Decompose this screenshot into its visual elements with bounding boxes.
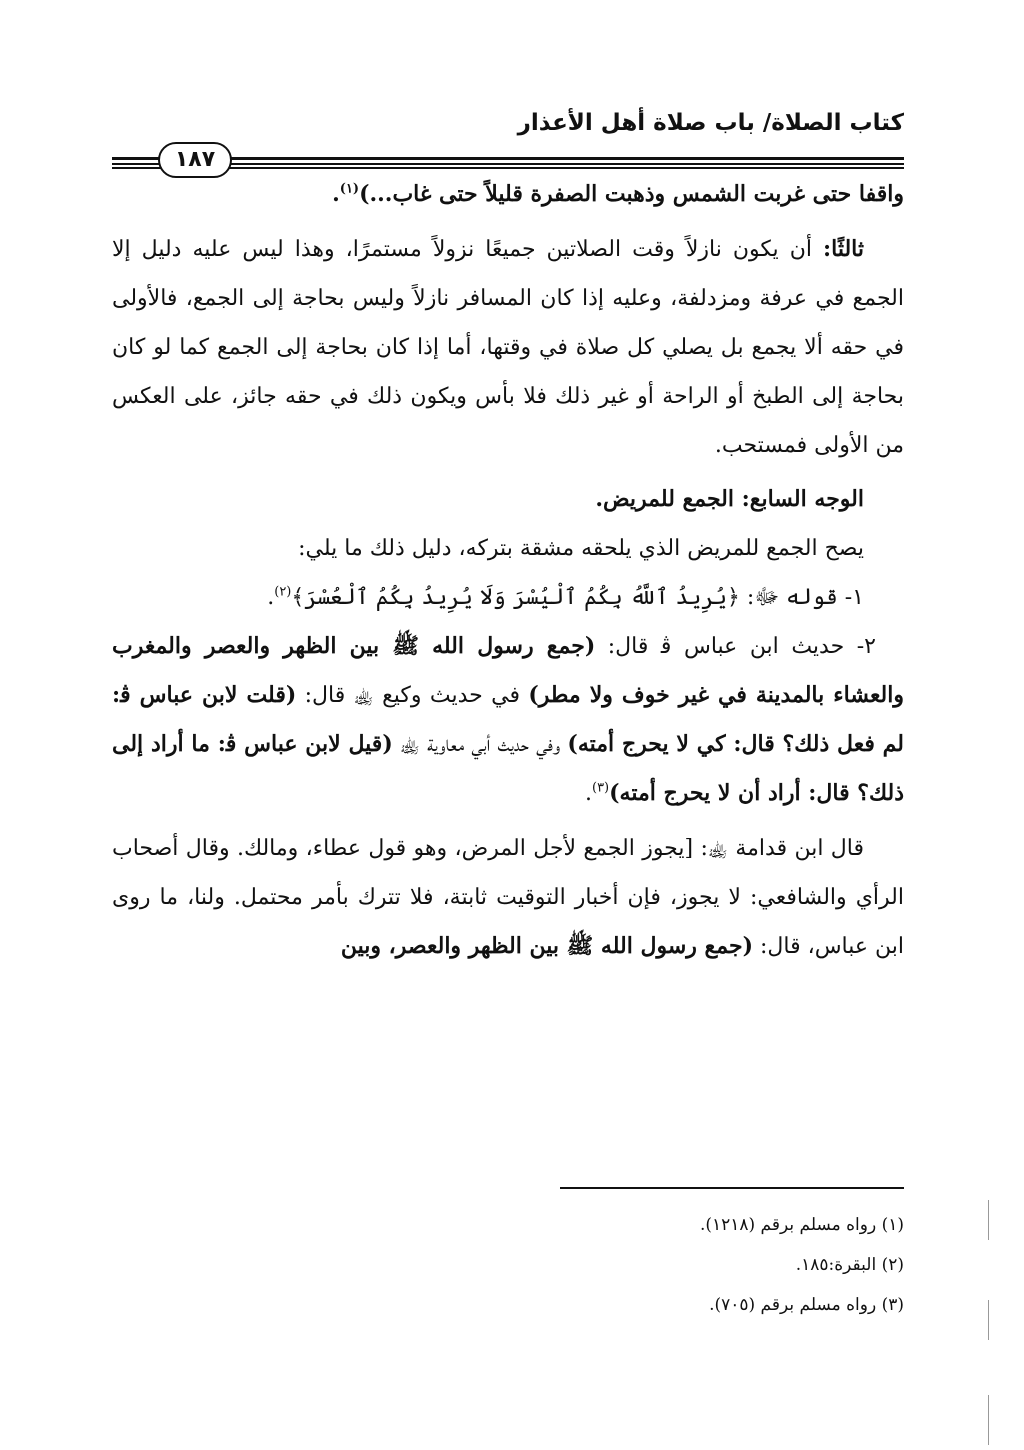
paragraph-verse: ١- قوله ﷻ: ﴿يُرِيدُ ٱللَّهُ بِكُمُ ٱلْيُسْرَ وَلَا يُرِيدُ بِكُمُ ٱلْعُسْرَ﴾$^{(٢)}$. (267, 584, 864, 610)
footnote-ref-1: (١) (339, 181, 360, 197)
paragraph-sick: يصح الجمع للمريض الذي يلحقه مشقة بتركه، دليل ذلك ما يلي: (298, 536, 864, 561)
scan-mark (988, 1395, 989, 1445)
paragraph-hadith: ٢- حديث ابن عباس ﭬ قال: (جمع رسول الله ﷺ بين الظهر والعصر والمغرب والعشاء بالمدينة في غير خوف ولا مطر) في حديث وكيع ﵀ قال: (قلت لابن عباس ﭬ: لم فعل ذلك؟ قال: كي لا يحرج أمته) وفي حديث أبي معاوية ﵀ (قيل لابن عباس ﭬ: ما أراد إلى ذلك؟ قال: أراد أن لا يحرج أمته)$^{(٣)}$. (112, 633, 904, 806)
scan-mark (988, 1200, 989, 1240)
paragraph-third: ثالثًا: أن يكون نازلاً وقت الصلاتين جميعًا نزولاً مستمرًا، وهذا ليس عليه دليل إلا الجمع في عرفة ومزدلفة، وعليه إذا كان المسافر نازلاً وليس بحاجة إلى الجمع، فالأولى في حقه ألا يجمع بل يصلي كل صلاة في وقتها، أما إذا كان بحاجة إلى الجمع كما لو كان بحاجة إلى الطبخ أو الراحة أو غير ذلك فلا بأس ويكون ذلك في حقه جائز، على العكس من الأولى فمستحب. (112, 236, 904, 458)
footnote-ref-3: (٣) (591, 780, 610, 796)
footnote-1: (١) رواه مسلم برقم (١٢١٨). (699, 1215, 904, 1235)
footnote-separator (560, 1187, 904, 1189)
footnotes (112, 1205, 904, 1325)
paragraph-continuation: واقفا حتى غربت الشمس وذهبت الصفرة قليلاً حتى غاب...)$^{(١)}$. (332, 181, 904, 207)
quote-end: واقفا حتى غربت الشمس وذهبت الصفرة قليلاً حتى غاب...) (359, 181, 904, 207)
body-text (112, 170, 904, 971)
page-number: ١٨٧ (158, 142, 232, 178)
paragraph-ibn-qudama: قال ابن قدامة ﵀: [يجوز الجمع لأجل المرض، وهو قول عطاء، ومالك. وقال أصحاب الرأي والشافعي: لا يجوز، فإن أخبار التوقيت ثابتة، فلا تترك بأمر محتمل. ولنا، ما روى ابن عباس، قال: (جمع رسول الله ﷺ بين الظهر والعصر، وبين (112, 836, 904, 959)
section-heading: الوجه السابع: الجمع للمريض. (595, 486, 864, 512)
running-header-title: كتاب الصلاة/ باب صلاة أهل الأعذار (517, 110, 904, 136)
scan-mark (988, 1300, 989, 1340)
footnote-2: (٢) البقرة:١٨٥. (795, 1255, 904, 1275)
third-label: ثالثًا: (823, 236, 864, 262)
footnote-ref-2: (٢) (274, 584, 292, 600)
footnote-3: (٣) رواه مسلم برقم (٧٠٥). (709, 1295, 904, 1315)
